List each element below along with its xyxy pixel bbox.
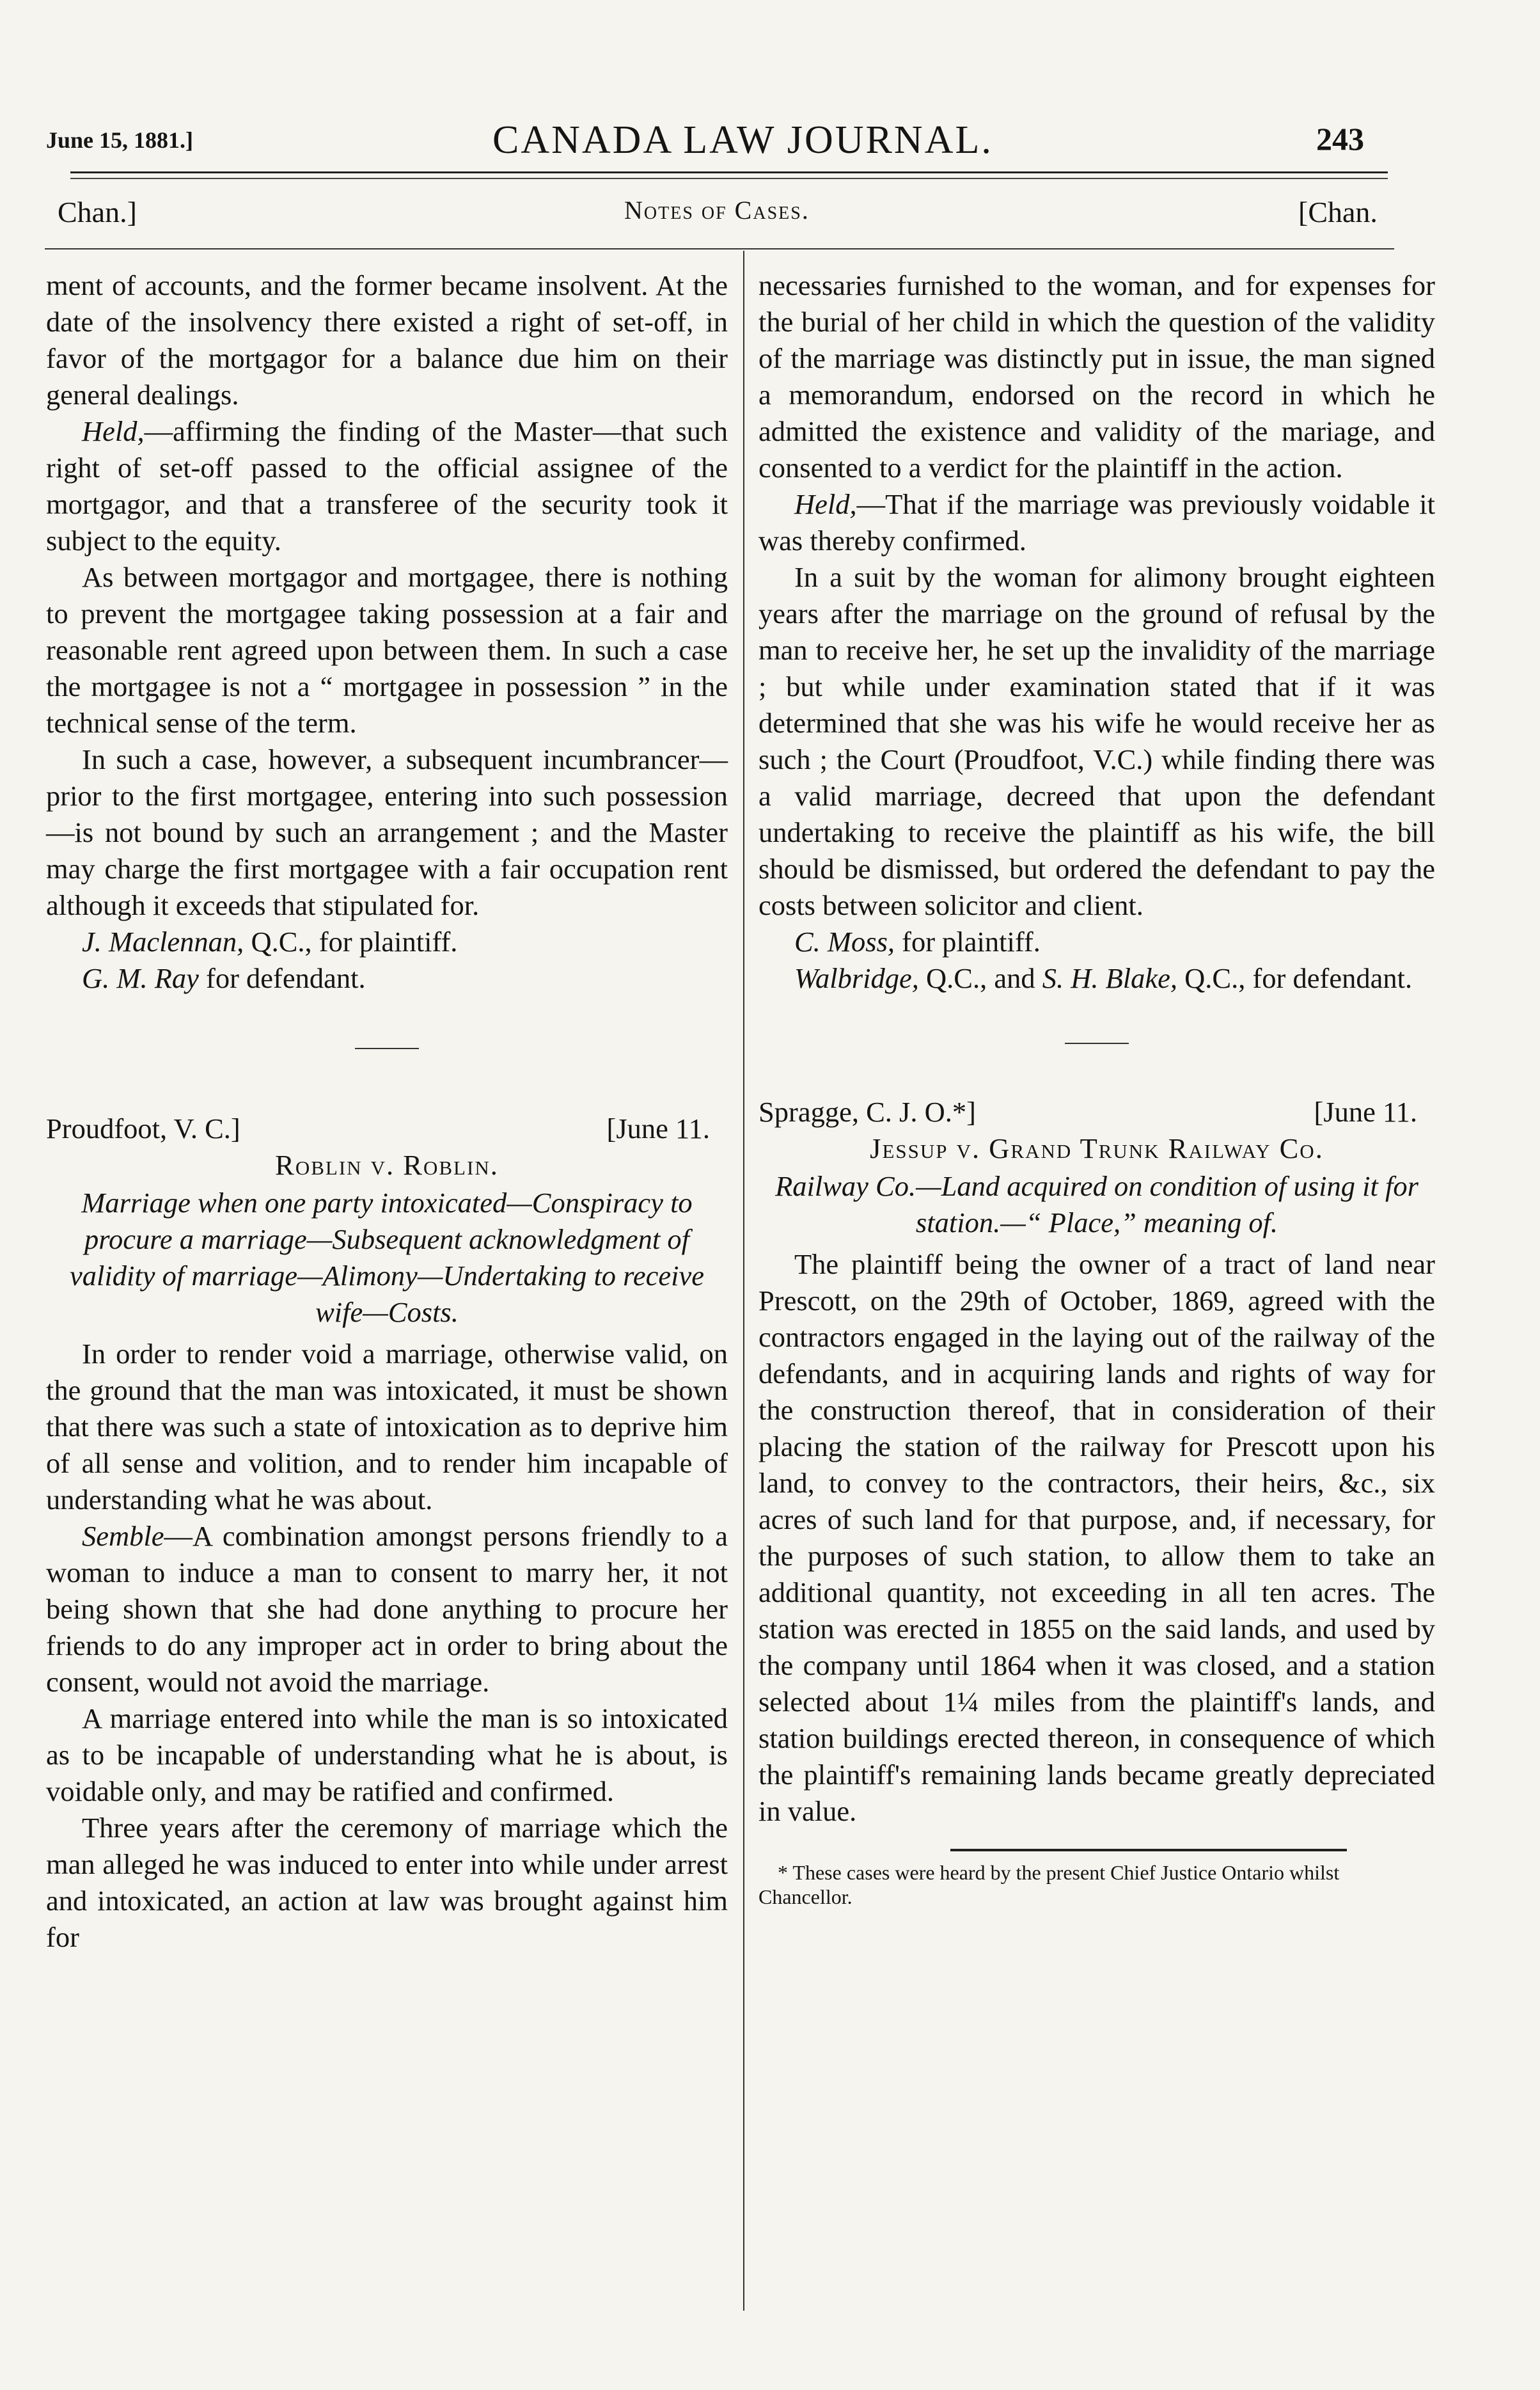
page-number: 243 (1316, 121, 1364, 157)
paragraph: In order to render void a marriage, otherwise valid, on the ground that the man was intoxicated, it must be shown that there was such a state of intoxication as to deprive him of all sense and volition, and to render him incapable of understanding what he was about. (46, 1338, 728, 1516)
held-text: —affirming the finding of the Master—that such right of set-off passed to the official assignee of the mortgagor, and that a transferee of the security took it subject to the equity. (46, 415, 728, 557)
held-label: Held, (794, 488, 857, 520)
counsel-name: S. H. Blake, (1042, 962, 1178, 994)
counsel-plaintiff (758, 924, 1435, 960)
semble-text: —A combination amongst persons friendly to a woman to induce a man to consent to marry her, it not being shown that she had done anything to procure her friends to do any improper act in order to bring about the consent, would not avoid the marriage. (46, 1520, 728, 1698)
held-paragraph (758, 486, 1435, 559)
held-text: —That if the marriage was previously voidable it was thereby confirmed. (758, 488, 1435, 557)
section-rule (45, 248, 1394, 249)
semble-paragraph (46, 1518, 728, 1700)
case-title: Jessup v. Grand Trunk Railway Co. (870, 1132, 1324, 1164)
paragraph: ment of accounts, and the former became insolvent. At the date of the insolvency there existed a right of set-off, in favor of the mortgagor for a balance due him on their general dealings. (46, 269, 728, 411)
case-heading (46, 1111, 728, 1147)
header-rule (70, 171, 1388, 173)
paragraph: Three years after the ceremony of marriage which the man alleged he was induced to enter into while under arrest and intoxicated, an action at law was brought against him for (46, 1812, 728, 1953)
counsel-role: Q.C., for plaintiff. (244, 926, 458, 958)
counsel-name: G. M. Ray (82, 962, 199, 994)
paragraph: As between mortgagor and mortgagee, there is nothing to prevent the mortgagee taking possession at a fair and reasonable rent agreed upon between them. In such a case the mortgagee is not a “ mortgagee in possession ” in the technical sense of the term. (46, 561, 728, 739)
semble-label: Semble (82, 1520, 164, 1552)
right-column (758, 267, 1435, 1909)
counsel-defendant (46, 960, 728, 997)
section-left: Chan.] (58, 196, 137, 228)
case-date: [June 11. (606, 1112, 710, 1144)
left-column (46, 267, 728, 1956)
case-heading (758, 1094, 1435, 1130)
held-label: Held, (82, 415, 145, 447)
running-head (0, 0, 1540, 192)
paragraph: A marriage entered into while the man is so intoxicated as to be incapable of understanding what he is about, is voidable only, and may be ratified and confirmed. (46, 1702, 728, 1807)
counsel-connector: Q.C., and (918, 962, 1042, 994)
case-separator (1065, 1043, 1129, 1044)
case-judge: Spragge, C. J. O.*] (758, 1096, 976, 1128)
counsel-role: for plaintiff. (895, 926, 1041, 958)
footnote: * These cases were heard by the present Chief Justice Ontario whilst Chancellor. (758, 1861, 1340, 1908)
paragraph: The plaintiff being the owner of a tract of land near Prescott, on the 29th of October, 1869, agreed with the contractors engaged in the laying out of the railway of the defendants, and in acquiring lands and rights of way for the construction thereof, that in consideration of their placing the station of the railway for Prescott upon his land, to convey to the contractors, their heirs, &c., six acres of such land for that purpose, and, if necessary, for the purposes of such station, to allow them to take an additional quantity, not exceeding in all ten acres. The station was erected in 1855 on the said lands, and used by the company until 1864 when it was closed, and a station selected about 1¼ miles from the plaintiff's lands, and station buildings erected thereon, in consequence of which the plaintiff's remaining lands became greatly depreciated in value. (758, 1248, 1435, 1827)
counsel-name: Walbridge, (794, 962, 919, 994)
catchwords: Marriage when one party intoxicated—Conspiracy to procure a marriage—Subsequent acknowledgment of validity of marriage—Alimony—Undertaking to receive wife—Costs. (70, 1187, 704, 1328)
journal-title: CANADA LAW JOURNAL. (492, 118, 993, 162)
header-rule-double (70, 178, 1388, 179)
counsel-name: J. Maclennan, (82, 926, 244, 958)
counsel-plaintiff (46, 924, 728, 960)
issue-date: June 15, 1881.] (46, 127, 194, 153)
counsel-defendant (758, 960, 1435, 997)
held-paragraph (46, 413, 728, 559)
catchwords: Railway Co.—Land acquired on condition of using it for station.—“ Place,” meaning of. (775, 1170, 1418, 1239)
case-title: Roblin v. Roblin. (275, 1149, 499, 1181)
counsel-name: C. Moss, (794, 926, 895, 958)
counsel-role: Q.C., for defendant. (1177, 962, 1413, 994)
paragraph: In such a case, however, a subsequent incumbrancer—prior to the first mortgagee, entering into such possession—is not bound by such an arrangement ; and the Master may charge the first mortgagee with a fair occupation rent although it exceeds that stipulated for. (46, 743, 728, 921)
paragraph: In a suit by the woman for alimony brought eighteen years after the marriage on the ground of refusal by the man to receive her, he set up the invalidity of the marriage ; but while under examination stated that if it was determined that she was his wife he would receive her as such ; the Court (Proudfoot, V.C.) while finding there was a valid marriage, decreed that upon the defendant undertaking to receive the plaintiff as his wife, the bill should be dismissed, but ordered the defendant to pay the costs between solicitor and client. (758, 561, 1435, 921)
case-separator (355, 1048, 419, 1049)
column-divider (743, 251, 744, 2311)
case-judge: Proudfoot, V. C.] (46, 1112, 240, 1144)
section-right: [Chan. (1298, 196, 1378, 228)
counsel-role: for defendant. (198, 962, 366, 994)
footnote-rule (950, 1849, 1347, 1851)
paragraph: necessaries furnished to the woman, and for expenses for the burial of her child in which the question of the validity of the marriage was distinctly put in issue, the man signed a memorandum, endorsed on the record in which he admitted the existence and validity of the mariage, and consented to a verdict for the plaintiff in the action. (758, 269, 1435, 484)
case-date: [June 11. (1314, 1096, 1417, 1128)
section-title: Notes of Cases. (624, 196, 810, 225)
